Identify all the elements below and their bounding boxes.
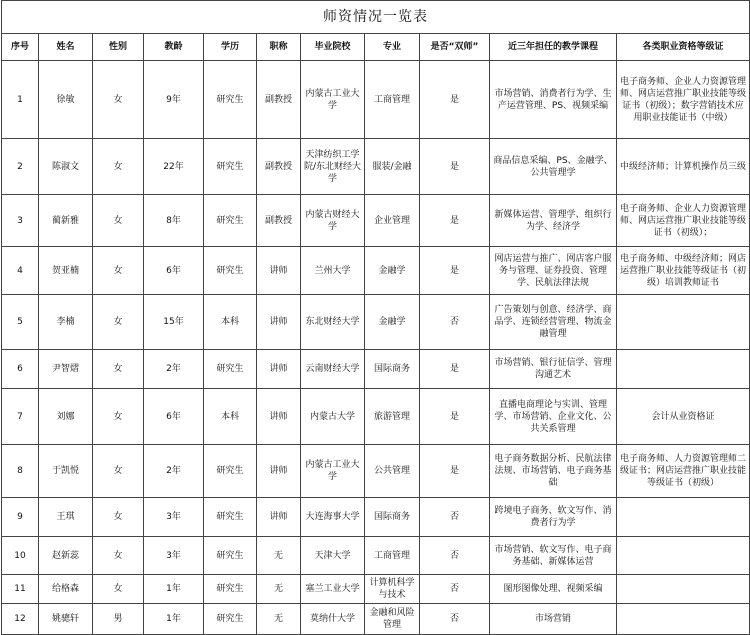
cell-courses: 市场营销 [490,604,617,635]
cell-dual-teacher: 是 [420,195,490,247]
cell-major: 金融学 [365,247,420,295]
cell-major: 企业管理 [365,195,420,247]
cell-gender: 女 [93,61,144,139]
cell-major: 旅游管理 [365,389,420,445]
faculty-sheet [1,0,749,635]
cell-school: 内蒙古财经大学 [301,195,365,247]
cell-gender: 女 [93,295,144,350]
cell-courses: 市场营销、银行征信学、管理沟通艺术 [490,350,617,389]
cell-index: 12 [2,604,39,635]
cell-title: 无 [257,537,301,575]
cell-gender: 女 [93,350,144,389]
table-row [2,61,750,139]
cell-school: 莫纳什大学 [301,604,365,635]
cell-title: 讲师 [257,498,301,537]
cell-index: 9 [2,498,39,537]
cell-title: 讲师 [257,247,301,295]
cell-certificates: 会计从业资格证 [617,389,750,445]
cell-name: 赵新蕊 [39,537,93,575]
cell-teaching-years: 2年 [144,445,204,498]
cell-courses: 跨境电子商务、软文写作、消费者行为学 [490,498,617,537]
table-row [2,537,750,575]
cell-school: 内蒙古工业大学 [301,61,365,139]
cell-gender: 男 [93,604,144,635]
cell-courses: 直播电商理论与实训、管理学、市场营销、企业文化、公共关系管理 [490,389,617,445]
cell-courses: 商品信息采编、PS、金融学、公共管理学 [490,139,617,195]
col-header-school: 毕业院校 [301,34,365,61]
cell-school: 塞兰工业大学 [301,575,365,604]
col-header-gender: 性别 [93,34,144,61]
cell-courses: 网店运营与推广、网店客户服务与管理、证券投资、管理学、民航法律法规 [490,247,617,295]
cell-title: 讲师 [257,350,301,389]
cell-teaching-years: 2年 [144,350,204,389]
cell-index: 5 [2,295,39,350]
faculty-table [1,0,750,635]
cell-name: 王琪 [39,498,93,537]
cell-education: 研究生 [204,604,257,635]
cell-dual-teacher: 否 [420,498,490,537]
cell-certificates [617,498,750,537]
cell-teaching-years: 22年 [144,139,204,195]
cell-dual-teacher: 否 [420,537,490,575]
cell-school: 云南财经大学 [301,350,365,389]
cell-certificates: 电子商务师、人力资源管理师二级证书；网店运营推广职业技能等级证书（初级） [617,445,750,498]
col-header-title: 职称 [257,34,301,61]
cell-education: 本科 [204,389,257,445]
cell-teaching-years: 3年 [144,537,204,575]
cell-dual-teacher: 是 [420,61,490,139]
cell-education: 研究生 [204,575,257,604]
cell-index: 3 [2,195,39,247]
cell-gender: 女 [93,575,144,604]
cell-dual-teacher: 是 [420,139,490,195]
cell-title: 讲师 [257,295,301,350]
cell-gender: 女 [93,445,144,498]
cell-name: 于凯悦 [39,445,93,498]
cell-gender: 女 [93,537,144,575]
cell-index: 6 [2,350,39,389]
cell-name: 刘娜 [39,389,93,445]
table-row [2,350,750,389]
cell-major: 服装/金融 [365,139,420,195]
cell-courses: 广告策划与创意、经济学、商品学、连锁经营管理、物流金融管理 [490,295,617,350]
cell-index: 8 [2,445,39,498]
cell-gender: 女 [93,195,144,247]
cell-teaching-years: 9年 [144,61,204,139]
cell-dual-teacher: 否 [420,604,490,635]
table-row [2,445,750,498]
table-row [2,498,750,537]
table-row [2,295,750,350]
cell-certificates: 电子商务师、企业人力资源管理师、网店运营推广职业技能等级证书（初级）；数字营销技术应用职业技能证书（中级） [617,61,750,139]
cell-teaching-years: 6年 [144,389,204,445]
cell-certificates [617,575,750,604]
cell-major: 工商管理 [365,61,420,139]
cell-name: 陈淑文 [39,139,93,195]
cell-name: 贺亚楠 [39,247,93,295]
cell-major: 公共管理 [365,445,420,498]
cell-name: 李楠 [39,295,93,350]
cell-education: 研究生 [204,139,257,195]
table-row [2,604,750,635]
cell-title: 无 [257,575,301,604]
cell-dual-teacher: 否 [420,295,490,350]
cell-education: 研究生 [204,195,257,247]
cell-major: 计算机科学与技术 [365,575,420,604]
cell-name: 姚骢轩 [39,604,93,635]
cell-school: 天津大学 [301,537,365,575]
col-header-dual-teacher: 是否“双师” [420,34,490,61]
cell-gender: 女 [93,498,144,537]
cell-gender: 女 [93,389,144,445]
cell-name: 徐敏 [39,61,93,139]
cell-index: 11 [2,575,39,604]
cell-teaching-years: 8年 [144,195,204,247]
cell-education: 研究生 [204,445,257,498]
cell-dual-teacher: 是 [420,445,490,498]
cell-name: 蔺新雅 [39,195,93,247]
cell-school: 大连海事大学 [301,498,365,537]
table-row [2,247,750,295]
cell-gender: 女 [93,139,144,195]
cell-courses: 图形图像处理、视频采编 [490,575,617,604]
cell-dual-teacher: 是 [420,389,490,445]
cell-dual-teacher: 是 [420,247,490,295]
cell-education: 研究生 [204,61,257,139]
cell-major: 国际商务 [365,350,420,389]
cell-title: 无 [257,604,301,635]
col-header-education: 学历 [204,34,257,61]
col-header-courses: 近三年担任的教学课程 [490,34,617,61]
cell-name: 给格森 [39,575,93,604]
cell-teaching-years: 6年 [144,247,204,295]
cell-major: 国际商务 [365,498,420,537]
cell-certificates: 电子商务师、企业人力资源管理师、网店运营推广职业技能等级证书（初级）； [617,195,750,247]
cell-courses: 市场营销、消费者行为学、生产运营管理、PS、视频采编 [490,61,617,139]
cell-title: 讲师 [257,389,301,445]
cell-name: 尹智熠 [39,350,93,389]
cell-dual-teacher: 否 [420,575,490,604]
cell-courses: 新媒体运营、管理学、组织行为学、经济学 [490,195,617,247]
table-row [2,139,750,195]
cell-education: 本科 [204,295,257,350]
cell-certificates [617,537,750,575]
cell-school: 内蒙古大学 [301,389,365,445]
cell-education: 研究生 [204,350,257,389]
table-row [2,575,750,604]
table-title: 师资情况一览表 [2,1,750,34]
cell-title: 副教授 [257,139,301,195]
cell-title: 讲师 [257,445,301,498]
cell-index: 2 [2,139,39,195]
col-header-name: 姓名 [39,34,93,61]
cell-education: 研究生 [204,247,257,295]
cell-index: 4 [2,247,39,295]
cell-major: 金融和风险管理 [365,604,420,635]
cell-title: 副教授 [257,195,301,247]
cell-courses: 电子商务数据分析、民航法律法规、市场营销、电子商务基础 [490,445,617,498]
cell-major: 工商管理 [365,537,420,575]
cell-school: 内蒙古工业大学 [301,445,365,498]
header-row [2,34,750,61]
cell-index: 7 [2,389,39,445]
cell-major: 金融学 [365,295,420,350]
table-row [2,389,750,445]
cell-teaching-years: 1年 [144,575,204,604]
cell-certificates [617,604,750,635]
cell-certificates: 中级经济师；计算机操作员三级 [617,139,750,195]
cell-certificates [617,295,750,350]
table-row [2,195,750,247]
cell-index: 10 [2,537,39,575]
col-header-index: 序号 [2,34,39,61]
col-header-certificates: 各类职业资格等级证 [617,34,750,61]
cell-education: 研究生 [204,498,257,537]
cell-certificates: 电子商务师、中级经济师；网店运营推广职业技能等级证书（初级）培训教师证书 [617,247,750,295]
cell-school: 兰州大学 [301,247,365,295]
table-body [2,61,750,635]
cell-school: 东北财经大学 [301,295,365,350]
cell-courses: 市场营销、软文写作、电子商务基础、新媒体运营 [490,537,617,575]
cell-certificates [617,350,750,389]
cell-teaching-years: 15年 [144,295,204,350]
cell-gender: 女 [93,247,144,295]
cell-education: 研究生 [204,537,257,575]
cell-school: 天津纺织工学院/东北财经大学 [301,139,365,195]
col-header-teaching-years: 教龄 [144,34,204,61]
cell-title: 副教授 [257,61,301,139]
cell-dual-teacher: 是 [420,350,490,389]
cell-teaching-years: 1年 [144,604,204,635]
cell-index: 1 [2,61,39,139]
col-header-major: 专业 [365,34,420,61]
cell-teaching-years: 3年 [144,498,204,537]
